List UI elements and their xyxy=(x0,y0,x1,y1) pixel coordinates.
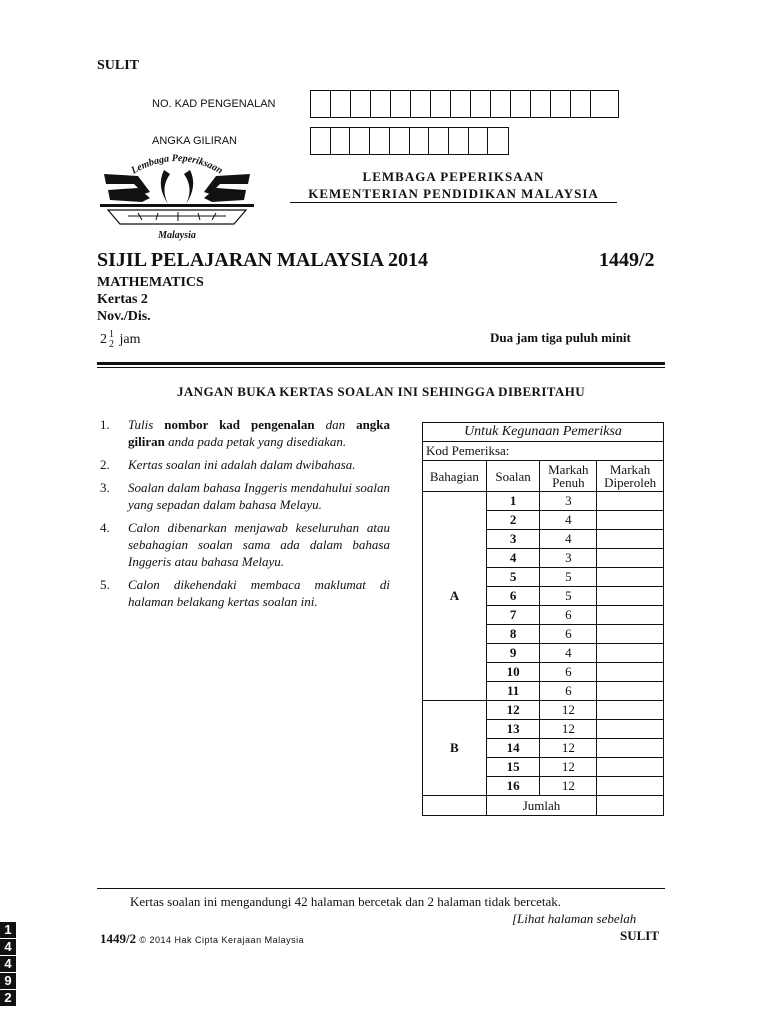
marks-obtained-cell[interactable] xyxy=(597,758,664,777)
ic-number-boxes[interactable] xyxy=(310,90,619,118)
full-marks: 4 xyxy=(540,511,597,530)
copyright: © 2014 Hak Cipta Kerajaan Malaysia xyxy=(139,935,305,945)
next-page-note: [Lihat halaman sebelah xyxy=(512,911,637,926)
col-section: Bahagian xyxy=(423,461,487,492)
logo-text-top: Lembaga Peperiksaan xyxy=(129,152,225,177)
page-count-note: Kertas soalan ini mengandungi 42 halaman bercetak dan 2 halaman tidak bercetak. xyxy=(130,894,561,909)
duration-unit: jam xyxy=(119,332,141,348)
side-code-digit: 4 xyxy=(0,956,16,972)
marks-table xyxy=(422,422,664,816)
duration-text: Dua jam tiga puluh minit xyxy=(490,330,631,345)
section-a: A xyxy=(423,492,487,701)
full-marks: 12 xyxy=(540,758,597,777)
paper-number: Kertas 2 xyxy=(97,292,148,307)
instructions xyxy=(100,416,390,616)
exam-title: SIJIL PELAJARAN MALAYSIA 2014 xyxy=(97,249,428,271)
examiner-code[interactable]: Kod Pemeriksa: xyxy=(423,442,664,461)
table-row xyxy=(423,701,664,720)
full-marks: 6 xyxy=(540,606,597,625)
marks-obtained-cell[interactable] xyxy=(597,549,664,568)
instruction-1: 1. Tulis nombor kad pengenalan dan angka giliran anda pada petak yang disediakan. xyxy=(100,417,391,449)
question-number: 6 xyxy=(486,587,540,606)
side-code-digit: 9 xyxy=(0,973,16,989)
marks-obtained-cell[interactable] xyxy=(597,739,664,758)
subject: MATHEMATICS xyxy=(97,275,204,290)
marks-obtained-cell[interactable] xyxy=(597,663,664,682)
question-number: 8 xyxy=(486,625,540,644)
table-title: Untuk Kegunaan Pemeriksa xyxy=(423,423,664,442)
total-blank xyxy=(423,796,487,816)
question-number: 2 xyxy=(486,511,540,530)
question-number: 15 xyxy=(486,758,540,777)
question-number: 7 xyxy=(486,606,540,625)
full-marks: 12 xyxy=(540,739,597,758)
col-marks-obtained: Markah Diperoleh xyxy=(597,461,664,492)
question-number: 12 xyxy=(486,701,540,720)
marks-obtained-cell[interactable] xyxy=(597,587,664,606)
full-marks: 6 xyxy=(540,682,597,701)
instruction-2: 2. Kertas soalan ini adalah dalam dwibahasa. xyxy=(100,457,356,472)
marks-obtained-cell[interactable] xyxy=(597,568,664,587)
table-row xyxy=(423,492,664,511)
session: Nov./Dis. xyxy=(97,309,151,324)
col-question: Soalan xyxy=(486,461,540,492)
marks-obtained-cell[interactable] xyxy=(597,720,664,739)
full-marks: 6 xyxy=(540,625,597,644)
question-number: 3 xyxy=(486,530,540,549)
organisation-name xyxy=(290,168,617,203)
duration xyxy=(100,330,141,350)
divider-thin xyxy=(97,367,665,368)
question-number: 9 xyxy=(486,644,540,663)
question-number: 11 xyxy=(486,682,540,701)
side-code-digit: 1 xyxy=(0,922,16,938)
warning-notice: JANGAN BUKA KERTAS SOALAN INI SEHINGGA DIBERITAHU xyxy=(176,384,585,399)
full-marks: 5 xyxy=(540,587,597,606)
marks-obtained-cell[interactable] xyxy=(597,777,664,796)
side-code-digit: 2 xyxy=(0,990,16,1006)
duration-whole: 2 xyxy=(100,332,107,348)
full-marks: 6 xyxy=(540,663,597,682)
instruction-5: 5. Calon dikehendaki membaca maklumat di halaman belakang kertas soalan ini. xyxy=(100,577,390,609)
duration-fraction: 1 2 xyxy=(109,329,114,350)
index-number-boxes[interactable] xyxy=(310,127,509,155)
subject-block xyxy=(97,274,204,325)
paper-code: 1449/2 xyxy=(599,249,655,271)
question-number: 16 xyxy=(486,777,540,796)
divider-thick xyxy=(97,362,665,365)
total-label: Jumlah xyxy=(486,796,596,816)
full-marks: 4 xyxy=(540,644,597,663)
full-marks: 4 xyxy=(540,530,597,549)
marks-obtained-cell[interactable] xyxy=(597,530,664,549)
section-b: B xyxy=(423,701,487,796)
logo-text-bottom: Malaysia xyxy=(158,230,196,241)
marks-obtained-cell[interactable] xyxy=(597,511,664,530)
classification-top: SULIT xyxy=(97,58,140,73)
full-marks: 3 xyxy=(540,549,597,568)
marks-obtained-cell[interactable] xyxy=(597,492,664,511)
full-marks: 12 xyxy=(540,720,597,739)
full-marks: 3 xyxy=(540,492,597,511)
question-number: 10 xyxy=(486,663,540,682)
index-label: ANGKA GILIRAN xyxy=(152,135,237,147)
classification-bottom: SULIT xyxy=(620,928,660,943)
question-number: 4 xyxy=(486,549,540,568)
full-marks: 12 xyxy=(540,777,597,796)
footer-divider xyxy=(97,888,665,889)
lp-logo xyxy=(98,150,256,242)
question-number: 1 xyxy=(486,492,540,511)
instruction-3: 3. Soalan dalam bahasa Inggeris mendahului soalan yang sepadan dalam bahasa Melayu. xyxy=(100,480,390,512)
full-marks: 5 xyxy=(540,568,597,587)
total-obtained-cell[interactable] xyxy=(597,796,664,816)
marks-obtained-cell[interactable] xyxy=(597,625,664,644)
marks-obtained-cell[interactable] xyxy=(597,682,664,701)
instruction-4: 4. Calon dibenarkan menjawab keseluruhan atau sebahagian soalan sama ada dalam bahasa Inggeris atau bahasa Melayu. xyxy=(100,520,390,569)
marks-obtained-cell[interactable] xyxy=(597,644,664,663)
question-number: 5 xyxy=(486,568,540,587)
marks-obtained-cell[interactable] xyxy=(597,701,664,720)
col-full-marks: Markah Penuh xyxy=(540,461,597,492)
side-code xyxy=(0,922,16,1007)
question-number: 13 xyxy=(486,720,540,739)
ic-label: NO. KAD PENGENALAN xyxy=(152,98,276,110)
full-marks: 12 xyxy=(540,701,597,720)
marks-obtained-cell[interactable] xyxy=(597,606,664,625)
question-number: 14 xyxy=(486,739,540,758)
org-line-1: LEMBAGA PEPERIKSAAN xyxy=(362,169,545,184)
org-line-2: KEMENTERIAN PENDIDIKAN MALAYSIA xyxy=(290,185,617,203)
svg-text:Lembaga Peperiksaan xyxy=(129,153,225,177)
side-code-digit: 4 xyxy=(0,939,16,955)
footer-code: 1449/2 © 2014 Hak Cipta Kerajaan Malaysia xyxy=(100,931,305,946)
